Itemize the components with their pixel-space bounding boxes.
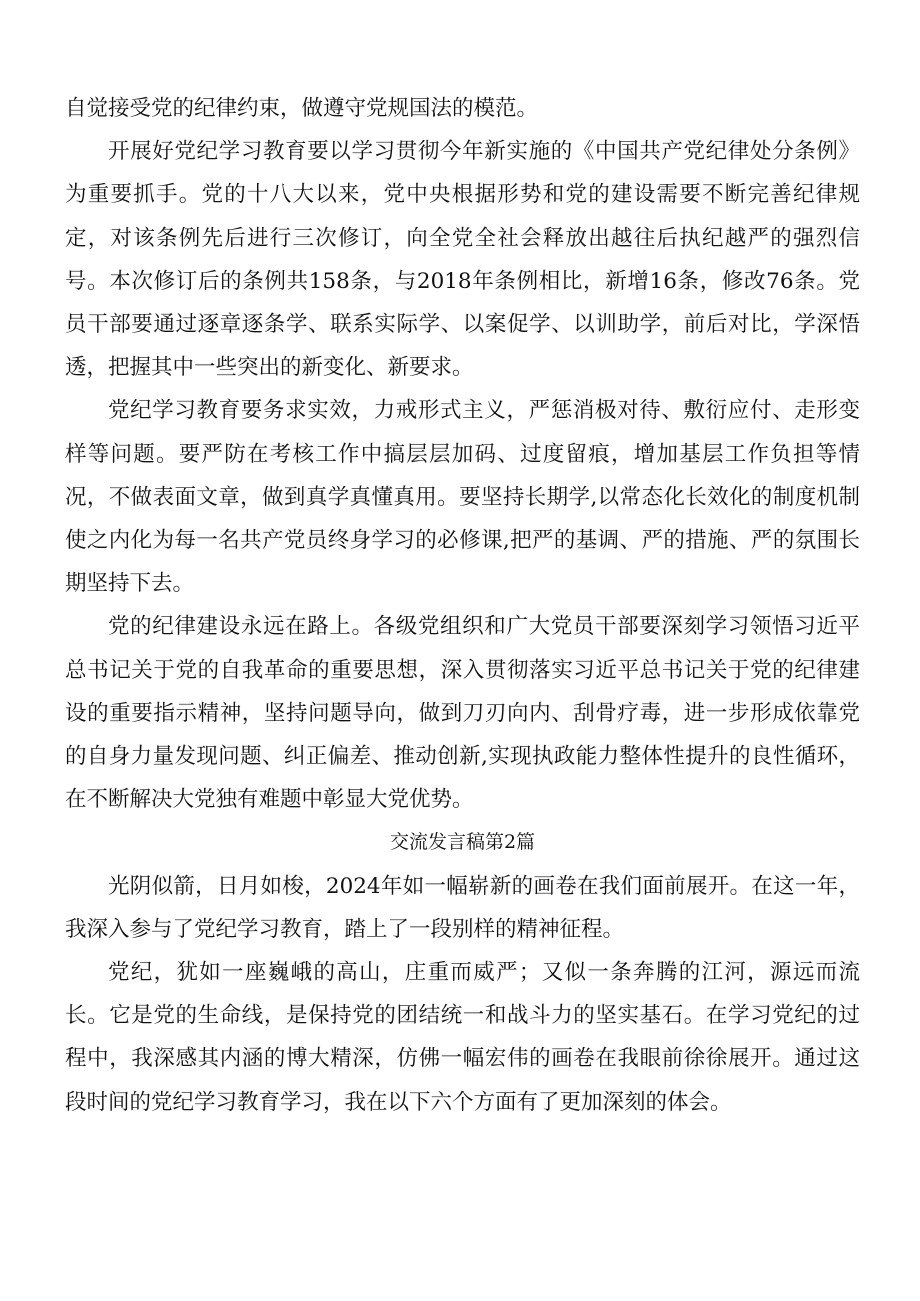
paragraph-party-discipline: 党纪，犹如一座巍峨的高山，庄重而威严；又似一条奔腾的江河，源远而流长。它是党的生命线，是保持党的团结统一和战斗力的坚实基石。在学习党纪的过程中，我深感其内涵的博大精深，仿佛一幅宏伟的画卷在我眼前徐徐展开。通过这段时间的党纪学习教育学习，我在以下六个方面有了更加深刻的体会。 xyxy=(65,960,860,1115)
paragraph-discipline-building: 党的纪律建设永远在路上。各级党组织和广大党员干部要深刻学习领悟习近平总书记关于党的自我革命的重要思想，深入贯彻落实习近平总书记关于党的纪律建设的重要指示精神，坚持问题导向，做到刀刃向内、刮骨疗毒，进一步形成依靠党的自身力量发现问题、纠正偏差、推动创新,实现执政能力整体性提升的良性循环，在不断解决大党独有难题中彰显大党优势。 xyxy=(65,614,860,813)
section-heading: 交流发言稿第2篇 xyxy=(389,831,536,854)
document-page xyxy=(65,87,860,1124)
paragraph-year-intro: 光阴似箭，日月如梭，2024年如一幅崭新的画卷在我们面前展开。在这一年，我深入参与了党纪学习教育，踏上了一段别样的精神征程。 xyxy=(65,873,860,942)
paragraph-continuation: 自觉接受党的纪律约束，做遵守党规国法的模范。 xyxy=(65,96,539,121)
paragraph-practical-results: 党纪学习教育要务求实效，力戒形式主义，严惩消极对待、敷衍应付、走形变样等问题。要严防在考核工作中搞层层加码、过度留痕，增加基层工作负担等情况，不做表面文章，做到真学真懂真用。要坚持长期学,以常态化长效化的制度机制使之内化为每一名共产党员终身学习的必修课,把严的基调、严的措施、严的氛围长期坚持下去。 xyxy=(65,398,860,597)
paragraph-discipline-regulations: 开展好党纪学习教育要以学习贯彻今年新实施的《中国共产党纪律处分条例》为重要抓手。党的十八大以来，党中央根据形势和党的建设需要不断完善纪律规定，对该条例先后进行三次修订，向全党全社会释放出越往后执纪越严的强烈信号。本次修订后的条例共158条，与2018年条例相比，新增16条，修改76条。党员干部要通过逐章逐条学、联系实际学、以案促学、以训助学，前后对比，学深悟透，把握其中一些突出的新变化、新要求。 xyxy=(65,139,860,381)
